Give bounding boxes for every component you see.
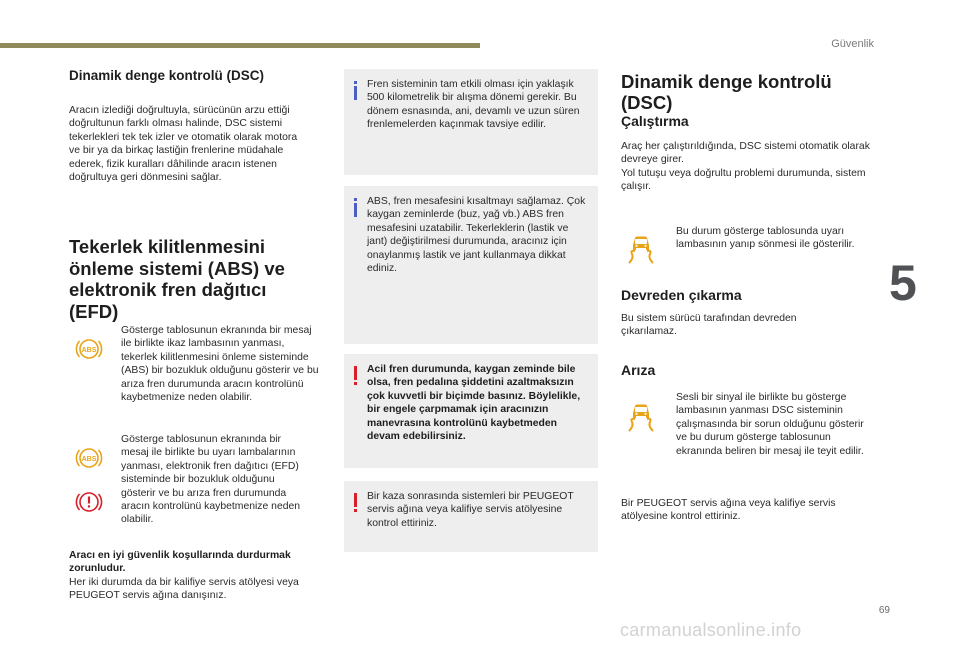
info-box-abs (344, 186, 598, 344)
info-text-abs: ABS, fren mesafesini kısaltmayı sağlamaz. Çok kaygan zeminlerde (buz, yağ vb.) ABS fren mesafesini uzatabilir. Tekerleklerin (lastik ve jant) değiştirilmesi durumunda, aracınız için onaylanmış lastik ve jant kullanmaya dikkat ediniz. (367, 196, 586, 275)
chapter-number: 5 (889, 255, 917, 311)
dsc-main-heading: Dinamik denge kontrolü (DSC) (621, 71, 832, 113)
brake-warning-icon (74, 489, 104, 520)
abs-warning-icon (74, 336, 104, 367)
fault-icon-text: Sesli bir sinyal ile birlikte bu gösterge lambasının yanması DSC sisteminin çalışmasında bir sorun olduğunu gösterir ve bu durum gösterge tablosunun ekranında beliren bir mesaj ile teyit edilir. (676, 392, 864, 457)
info-icon (353, 198, 359, 223)
dsc-description: Aracın izlediği doğrultuyla, sürücünün arzu ettiği doğrultunun farklı olması halinde, DSC sistemi tekerlekleri tek tek izler ve otomatik olarak motora ve bir ya da birkaç lastiğin frenlerine müdahale ederek, fizik kuralları dâhilinde aracın istenen doğrultuya geri dönmesini sağlar. (69, 105, 298, 184)
watermark: carmanualsonline.info (620, 620, 802, 640)
page-number: 69 (878, 605, 890, 616)
warning-box-accident (344, 481, 598, 552)
operation-text-1: Araç her çalıştırıldığında, DSC sistemi otomatik olarak devreye girer. (621, 141, 870, 166)
header-rule (0, 43, 480, 48)
operation-heading: Çalıştırma (621, 113, 689, 129)
abs-heading: Tekerlek kilitlenmesini önleme sistemi (ABS) ve elektronik fren dağıtıcı (EFD) (69, 236, 285, 322)
abs-icon-label: ABS (81, 456, 97, 463)
abs-warning-icon (74, 445, 104, 476)
warning-text-emergency: Acil fren durumunda, kaygan zeminde bile olsa, fren pedalına şiddetini azaltmaksızın çok kuvvetli bir biçimde basınız. Böylelikle, bir engele çarpmamak için aracınızın manevrasına kontrolünü kaybetmeden devam edebilirsiniz. (367, 364, 581, 443)
operation-icon-text: Bu durum gösterge tablosunda uyarı lambasının yanıp sönmesi ile gösterilir. (676, 226, 855, 251)
warning-text-accident: Bir kaza sonrasında sistemleri bir PEUGEOT servis ağına veya kalifiye servis atölyesine kontrol ettiriniz. (367, 491, 574, 529)
dsc-skid-icon (623, 397, 659, 438)
fault-service-text: Bir PEUGEOT servis ağına veya kalifiye servis atölyesine kontrol ettiriniz. (621, 498, 836, 523)
efd-fault-text: Gösterge tablosunun ekranında bir mesaj ile birlikte bu uyarı lambalarının yanması, elektronik fren dağıtıcı (EFD) sisteminde bir bozukluk olduğunu gösterir ve bu arıza fren durumunda aracın kontrolünü kaybetmenize neden olabilir. (121, 434, 301, 526)
info-icon (353, 81, 359, 106)
warning-exclamation-icon (353, 493, 359, 518)
section-label: Güvenlik (831, 38, 874, 50)
dsc-heading: Dinamik denge kontrolü (DSC) (69, 68, 265, 83)
dsc-skid-icon (623, 229, 659, 270)
fault-heading: Arıza (621, 362, 656, 378)
deactivation-text: Bu sistem sürücü tarafından devreden çıkarılamaz. (621, 313, 797, 338)
operation-text-2: Yol tutuşu veya doğrultu problemi durumunda, sistem çalışır. (621, 168, 866, 193)
info-box-break-in (344, 69, 598, 175)
warning-box-emergency (344, 354, 598, 468)
deactivation-heading: Devreden çıkarma (621, 287, 742, 303)
info-text-break-in: Fren sisteminin tam etkili olması için yaklaşık 500 kilometrelik bir alışma dönemi gerekir. Bu dönem esnasında, ani, devamlı ve uzun süren frenlemelerden kaçınmak tavsiye edilir. (367, 79, 580, 131)
safety-note-bold: Aracı en iyi güvenlik koşullarında durdurmak zorunludur. (69, 550, 291, 575)
safety-note (69, 549, 319, 603)
abs-fault-text: Gösterge tablosunun ekranında bir mesaj ile birlikte ikaz lambasının yanması, tekerlek kilitlenmesini önleme sisteminde (ABS) bir bozukluk olduğunu gösterir ve bu arıza fren durumunda aracın kontrolünü kaybetmenize neden olabilir. (121, 325, 319, 404)
abs-icon-label: ABS (81, 347, 97, 354)
safety-note-text: Her iki durumda da bir kalifiye servis atölyesi veya PEUGEOT servis ağına danışınız. (69, 576, 299, 602)
warning-exclamation-icon (353, 366, 359, 391)
